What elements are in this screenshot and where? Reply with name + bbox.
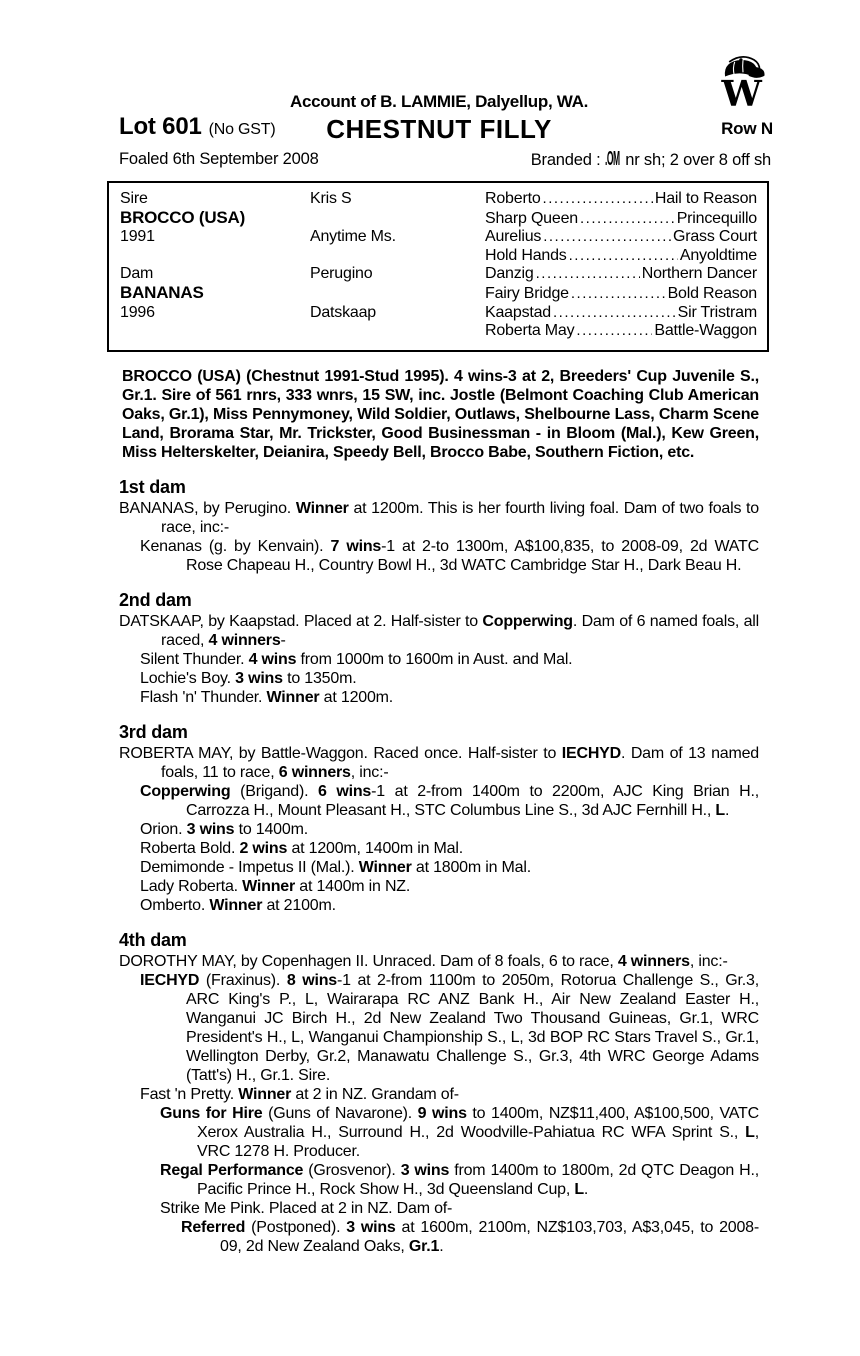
pedigree-row: [120, 228, 757, 247]
progeny-entry: Orion. 3 wins to 1400m.: [140, 820, 308, 838]
pedigree-ancestor-pair: [485, 210, 757, 229]
branded-description: nr sh; 2 over 8 off sh: [625, 151, 771, 169]
ancestor-sire: Anyoldtime: [679, 246, 757, 264]
ancestor-sire: Grass Court: [672, 228, 757, 246]
foaled-date: Foaled 6th September 2008: [119, 150, 319, 168]
pedigree-ancestor-pair: [485, 304, 757, 323]
ancestor-name: Fairy Bridge: [485, 284, 569, 302]
pedigree-ancestor-pair: [485, 228, 757, 247]
dam-section-4: [119, 930, 759, 1256]
pedigree-ancestor-pair: [485, 190, 757, 209]
pedigree-parent: Anytime Ms.: [310, 228, 396, 246]
progeny-entry: Fast 'n Pretty. Winner at 2 in NZ. Grandam of-: [140, 1085, 459, 1103]
progeny-entry: Copperwing (Brigand). 6 wins-1 at 2-from 1400m to 2200m, AJC King Brian H., Carrozza H., Mount Pleasant H., STC Columbus Line S., 3d AJC Fernhill H., L.: [140, 782, 759, 819]
pedigree-parent: Perugino: [310, 265, 373, 283]
great-grand-progeny-entry: Referred (Postponed). 3 wins at 1600m, 2100m, NZ$103,703, A$3,045, to 2008-09, 2d New Zealand Oaks, Gr.1.: [181, 1218, 759, 1255]
ancestor-name: Roberta May: [485, 322, 575, 340]
ancestor-name: Aurelius: [485, 228, 542, 246]
pedigree-row: [120, 322, 757, 341]
ancestor-name: Hold Hands: [485, 246, 567, 264]
lot-number: Lot 601: [119, 113, 202, 140]
dam-year: 1996: [120, 303, 155, 321]
dam-description: DATSKAAP, by Kaapstad. Placed at 2. Half-sister to Copperwing. Dam of 6 named foals, all raced, 4 winners-: [119, 612, 759, 649]
ancestor-name: Kaapstad: [485, 303, 552, 321]
dotted-leader: [543, 228, 671, 247]
sire-year: 1991: [120, 228, 155, 246]
progeny-entry: Demimonde - Impetus II (Mal.). Winner at 1800m in Mal.: [140, 858, 531, 876]
dotted-leader: [576, 322, 652, 341]
svg-text:W: W: [721, 73, 762, 116]
foaled-branded-line: [119, 147, 771, 170]
dam-section-3: [119, 722, 759, 915]
pedigree-row: [120, 247, 757, 266]
pedigree-ancestor-pair: [485, 285, 757, 304]
pedigree-parent: Kris S: [310, 190, 352, 207]
progeny-entry: IECHYD (Fraxinus). 8 wins-1 at 2-from 1100m to 2050m, Rotorua Challenge S., Gr.3, ARC King's P., L, Wairarapa RC ANZ Bank H., Air New Zealand Easter H., Wanganui JC Birch H., 2d New Zealand Two Thousand Guineas, Gr.1, WRC President's H., L, Wanganui Championship S., L, 3d BOP RC Stars Travel S., Gr.1, Wellington Derby, Gr.2, Manawatu Challenge S., Gr.3, 4th WRC George Adams (Tatt's) H., Gr.1. Sire.: [140, 971, 759, 1084]
sire-name: BROCCO (USA): [120, 207, 246, 227]
ancestor-sire: Hail to Reason: [654, 190, 757, 207]
progeny-entry: Omberto. Winner at 2100m.: [140, 896, 336, 914]
pedigree-row: [120, 190, 757, 209]
pedigree-role: Dam: [120, 265, 154, 283]
dam-description: BANANAS, by Perugino. Winner at 1200m. This is her fourth living foal. Dam of two foals to race, inc:-: [119, 499, 759, 536]
grand-progeny-entry: Guns for Hire (Guns of Navarone). 9 wins to 1400m, NZ$11,400, A$100,500, VATC Xerox Australia H., Surround H., 2d Woodville-Pahiatua RC WFA Sprint S., L, VRC 1278 H. Producer.: [160, 1104, 759, 1160]
sire-summary: BROCCO (USA) (Chestnut 1991-Stud 1995). 4 wins-3 at 2, Breeders' Cup Juvenile S., Gr.1. Sire of 561 rnrs, 333 wnrs, 15 SW, inc. Jostle (Belmont Coaching Club American Oaks, Gr.1), Miss Pennymoney, Wild Soldier, Outlaws, Shelbourne Lass, Charm Scene Land, Brorama Star, Mr. Trickster, Good Businessman - in Bloom (Mal.), Kew Green, Miss Helterskelter, Deianira, Speedy Bell, Brocco Babe, Southern Fiction, etc.: [122, 367, 759, 461]
section-heading: 3rd dam: [119, 721, 188, 742]
grand-progeny-entry: Regal Performance (Grosvenor). 3 wins from 1400m to 1800m, 2d QTC Deagon H., Pacific Prince H., Rock Show H., 3d Queensland Cup, L.: [160, 1161, 759, 1198]
page-title: CHESTNUT FILLY: [326, 114, 552, 144]
dam-description: DOROTHY MAY, by Copenhagen II. Unraced. Dam of 8 foals, 6 to race, 4 winners, inc:-: [119, 952, 728, 970]
pedigree-row: [120, 284, 757, 304]
ancestor-name: Roberto: [485, 190, 541, 207]
section-heading: 1st dam: [119, 476, 186, 497]
dam-description: ROBERTA MAY, by Battle-Waggon. Raced once. Half-sister to IECHYD. Dam of 13 named foals, 11 to race, 6 winners, inc:-: [119, 744, 759, 781]
pedigree-parent: Datskaap: [310, 303, 376, 321]
dam-section-1: [119, 477, 759, 575]
ancestor-sire: Northern Dancer: [641, 265, 757, 283]
lot-line: [119, 113, 773, 144]
branded-label: Branded :: [530, 151, 601, 169]
pedigree-table: [107, 181, 769, 352]
ancestor-name: Danzig: [485, 265, 534, 283]
account-line: Account of B. LAMMIE, Dalyellup, WA.: [289, 92, 589, 111]
dotted-leader: [536, 265, 640, 284]
progeny-entry: Silent Thunder. 4 wins from 1000m to 1600m in Aust. and Mal.: [140, 650, 573, 668]
dam-section-2: [119, 590, 759, 707]
section-heading: 4th dam: [119, 929, 187, 950]
page-header: [119, 0, 773, 181]
ancestor-sire: Battle-Waggon: [654, 322, 757, 340]
ancestor-name: Sharp Queen: [485, 209, 578, 227]
dotted-leader: [571, 285, 666, 304]
progeny-entry: Kenanas (g. by Kenvain). 7 wins-1 at 2-to 1300m, A$100,835, to 2008-09, 2d WATC Rose Chapeau H., Country Bowl H., 3d WATC Cambridge Star H., Dark Beau H.: [140, 537, 759, 574]
dotted-leader: [553, 304, 676, 323]
pedigree-ancestor-pair: [485, 247, 757, 266]
dotted-leader: [543, 190, 653, 209]
pedigree-role: Sire: [120, 190, 148, 207]
row-label: Row N: [721, 119, 773, 138]
branded-info: [530, 147, 771, 170]
progeny-entry: Lady Roberta. Winner at 1400m in NZ.: [140, 877, 411, 895]
dotted-leader: [580, 210, 675, 229]
dam-name: BANANAS: [120, 282, 204, 302]
progeny-entry: Lochie's Boy. 3 wins to 1350m.: [140, 669, 357, 687]
ancestor-sire: Sir Tristram: [677, 303, 757, 321]
section-heading: 2nd dam: [119, 589, 192, 610]
gst-note: (No GST): [208, 121, 276, 138]
ancestor-sire: Bold Reason: [667, 284, 757, 302]
brand-mark: .OM: [604, 147, 620, 170]
pedigree-row: [120, 209, 757, 229]
progeny-entry: Flash 'n' Thunder. Winner at 1200m.: [140, 688, 394, 706]
ancestor-sire: Princequillo: [676, 209, 757, 227]
pedigree-row: [120, 265, 757, 284]
pedigree-ancestor-pair: [485, 265, 757, 284]
grand-progeny-entry: Strike Me Pink. Placed at 2 in NZ. Dam of-: [160, 1199, 453, 1217]
pedigree-ancestor-pair: [485, 322, 757, 341]
pedigree-row: [120, 304, 757, 323]
progeny-entry: Roberta Bold. 2 wins at 1200m, 1400m in Mal.: [140, 839, 463, 857]
dotted-leader: [569, 247, 678, 266]
